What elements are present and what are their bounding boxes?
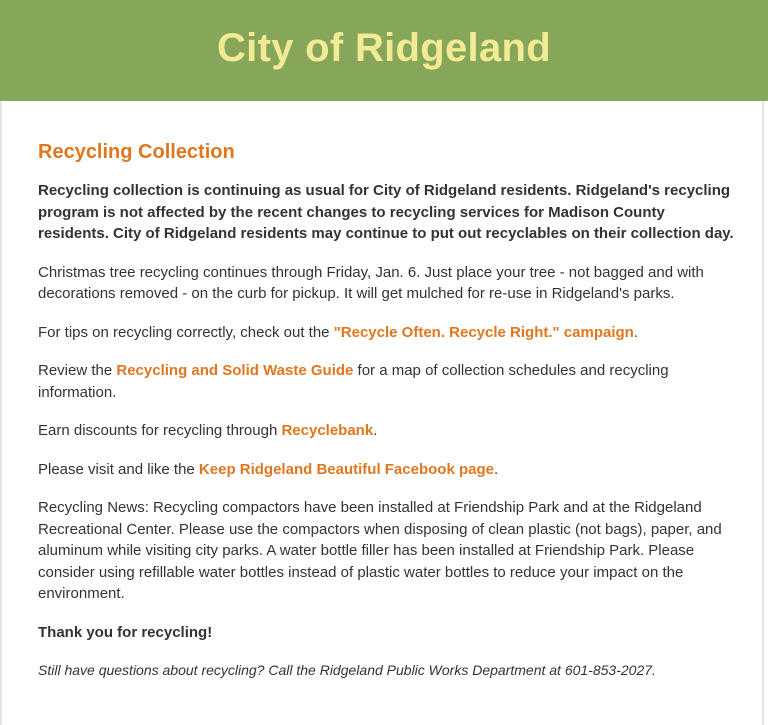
discounts-text-before: Earn discounts for recycling through [38, 422, 282, 439]
recycle-often-campaign-link[interactable]: "Recycle Often. Recycle Right." campaign [333, 323, 634, 341]
questions-note: Still have questions about recycling? Call the Ridgeland Public Works Department at 601-853-2027. [38, 662, 656, 678]
section-title: Recycling Collection [38, 141, 235, 163]
main-content [38, 138, 738, 699]
site-header [0, 0, 768, 101]
site-title: City of Ridgeland [217, 26, 551, 70]
recyclebank-link[interactable]: Recyclebank [281, 422, 374, 439]
guide-text-before: Review the [38, 362, 117, 379]
lead-paragraph: Recycling collection is continuing as usual for City of Ridgeland residents. Ridgeland's recycling program is not affected by the recent changes to recycling services for Madison County residents. City of Ridgeland residents may continue to put out recyclables on their collection day. [38, 182, 734, 242]
discounts-paragraph [38, 420, 738, 442]
solid-waste-guide-link[interactable]: Recycling and Solid Waste Guide [116, 362, 354, 379]
tips-paragraph [38, 322, 738, 344]
tips-text-after: . [633, 323, 638, 341]
thank-you-text: Thank you for recycling! [38, 623, 213, 641]
facebook-text-before: Please visit and like the [38, 460, 199, 478]
guide-paragraph [38, 360, 738, 403]
guide-text-after: for a map of collection schedules and recycling information. [38, 362, 669, 401]
keep-ridgeland-beautiful-facebook-link[interactable]: Keep Ridgeland Beautiful Facebook page [198, 460, 494, 478]
facebook-text-after: . [493, 460, 499, 478]
recycling-news-paragraph: Recycling News: Recycling compactors have been installed at Friendship Park and at the Ridgeland Recreational Center. Please use the compactors when disposing of clean plastic (not bags), paper, and aluminum while visiting city parks. A water bottle filler has been installed at Friendship Park. Please consider using refillable water bottles instead of plastic water bottles to reduce your impact on the environment. [38, 499, 722, 602]
facebook-paragraph [38, 459, 738, 481]
discounts-text-after: . [373, 422, 378, 439]
tips-text-before: For tips on recycling correctly, check out the [38, 323, 334, 341]
christmas-tree-paragraph: Christmas tree recycling continues through Friday, Jan. 6. Just place your tree - not bagged and with decorations removed - on the curb for pickup. It will get mulched for re-use in Ridgeland's parks. [38, 263, 704, 302]
